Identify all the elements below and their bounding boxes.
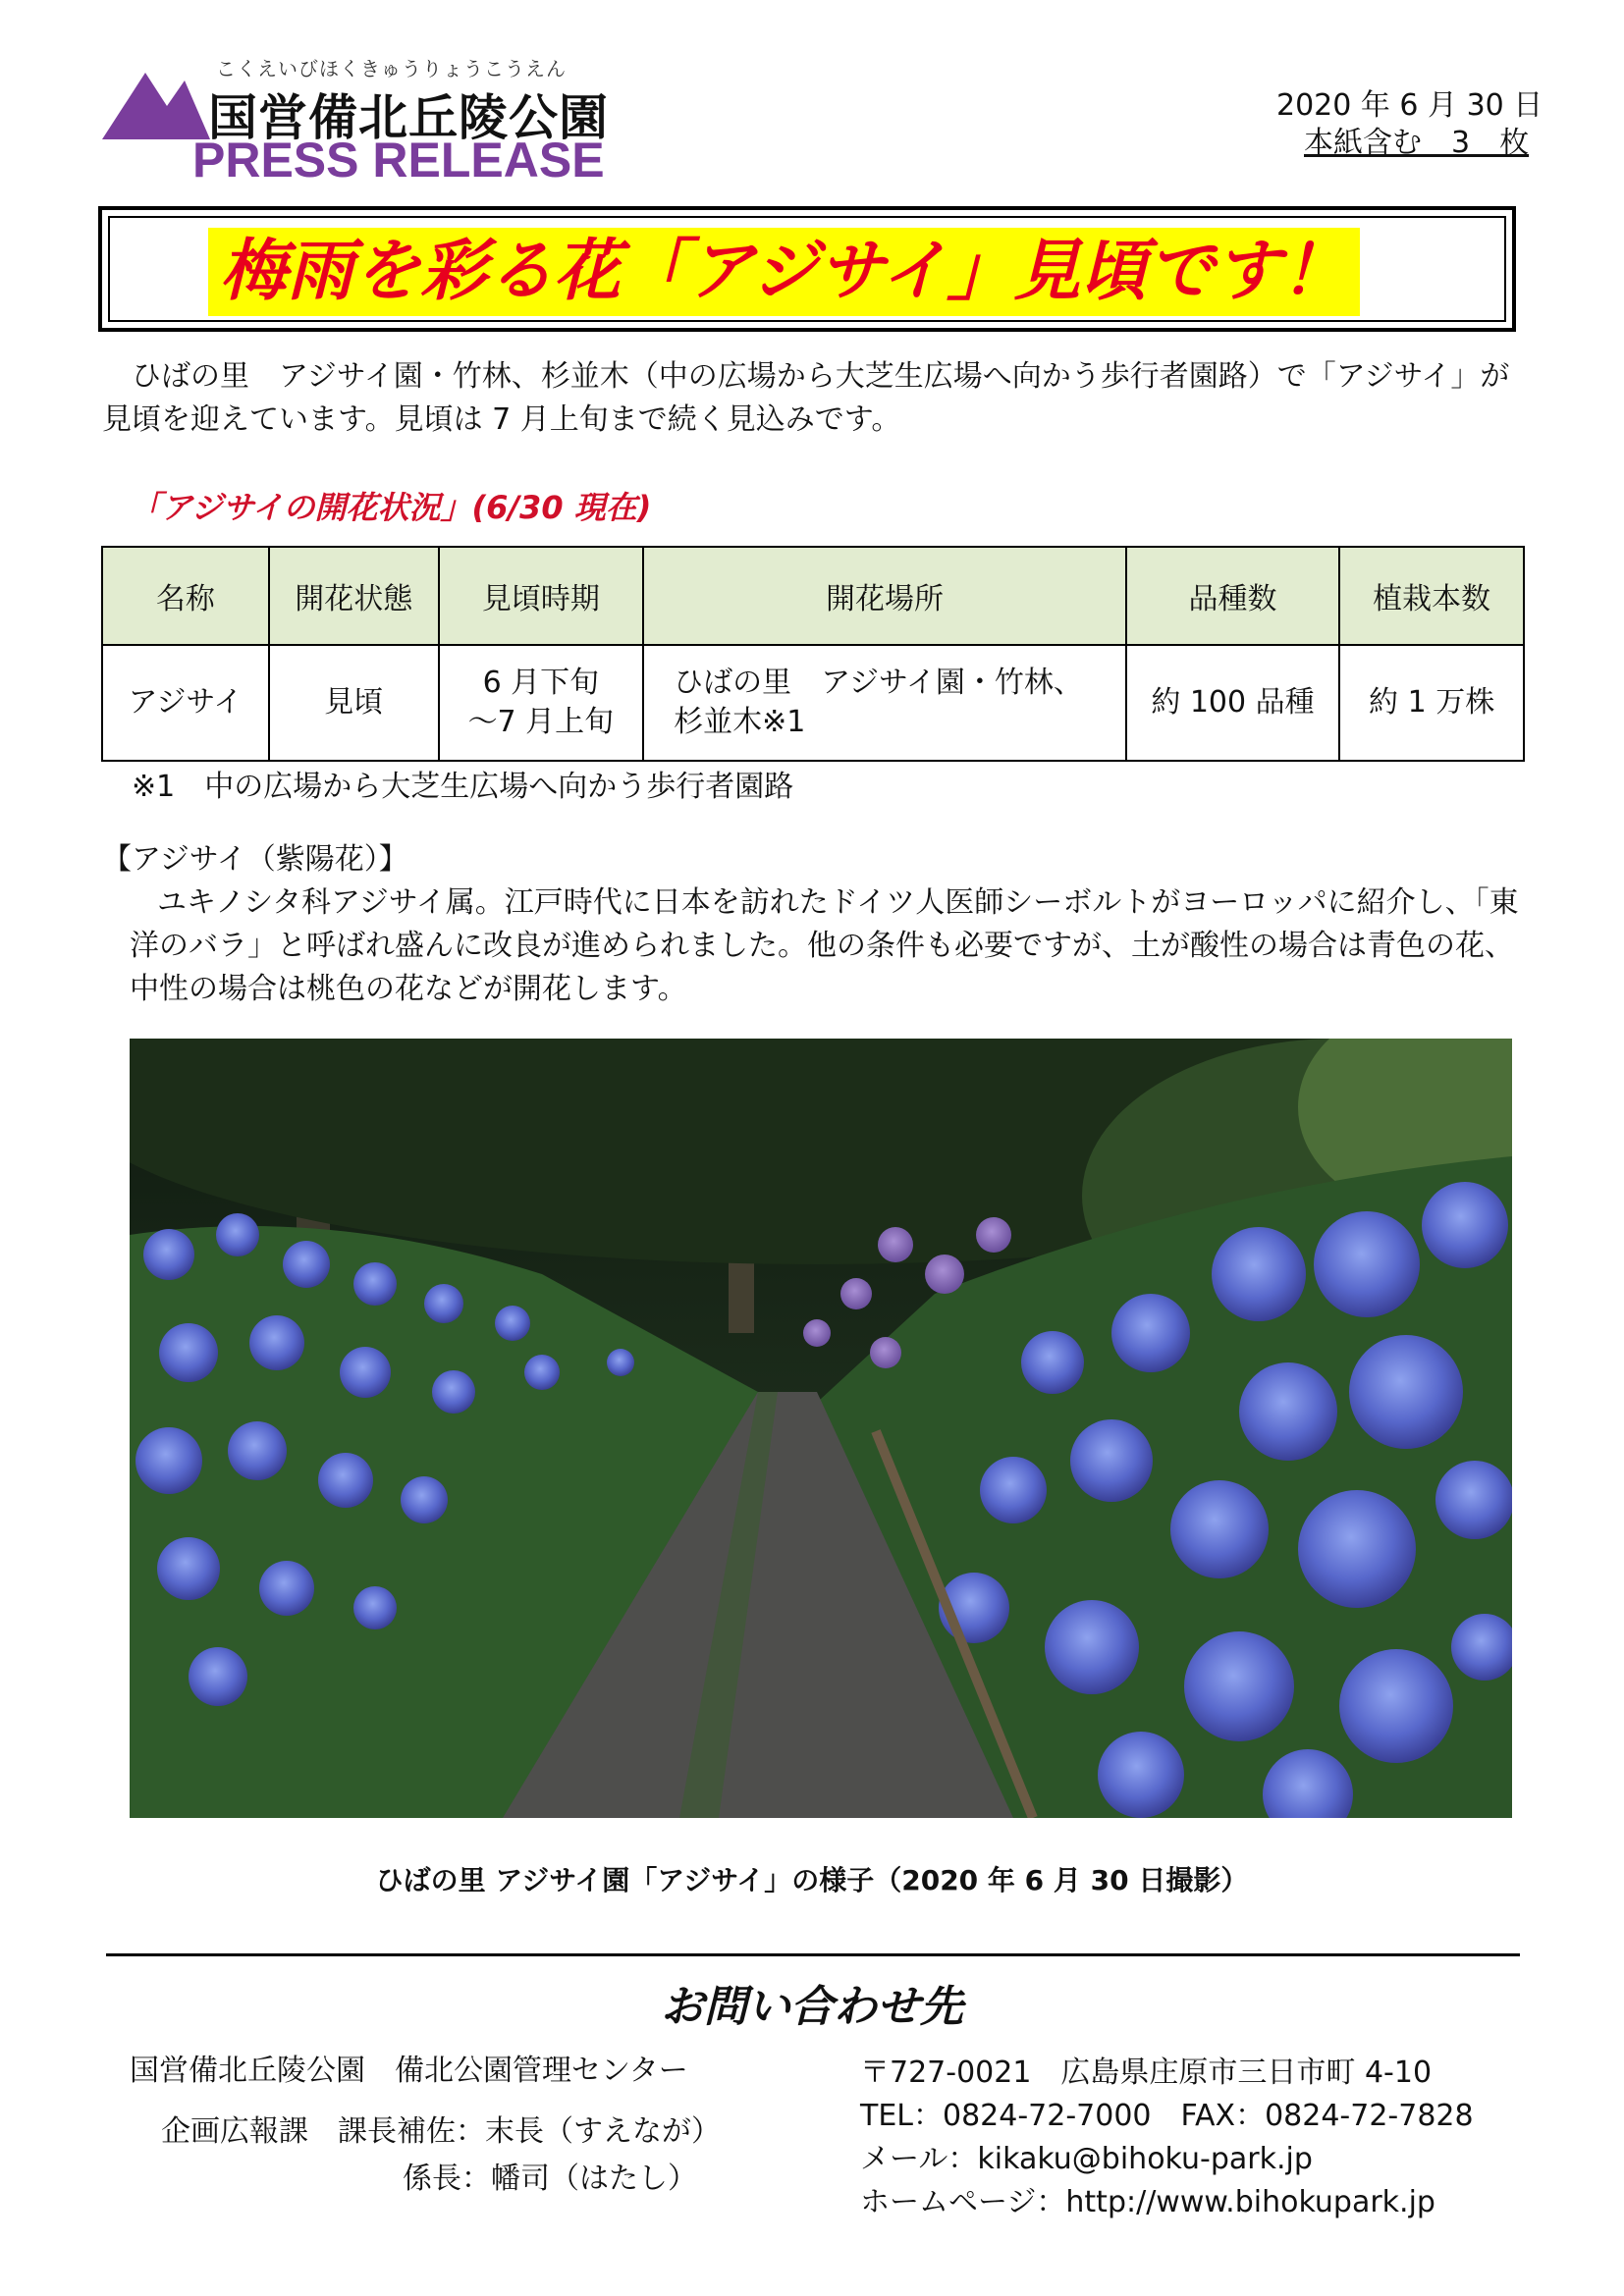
table-footnote: ※1 中の広場から大芝生広場へ向かう歩行者園路: [132, 770, 794, 804]
intro-text: ひばの里 アジサイ園・竹林、杉並木（中の広場から大芝生広場へ向かう歩行者園路）で「アジサイ」が見頃を迎えています。見頃は 7 月上旬まで続く見込みです。: [102, 359, 1510, 437]
intro-paragraph: [102, 355, 1526, 442]
contact-website-label: ホームページ：: [860, 2185, 1066, 2219]
photo-caption: ひばの里 アジサイ園「アジサイ」の様子（2020 年 6 月 30 日撮影）: [375, 1864, 1249, 1896]
description-heading: 【アジサイ（紫陽花）】: [102, 842, 408, 877]
table-header-cell: 開花状態: [269, 547, 439, 645]
bloom-status-heading: 「アジサイの開花状況」(6/30 現在): [130, 489, 652, 526]
table-header-cell: 品種数: [1126, 547, 1339, 645]
cell-count: 約 1 万株: [1339, 645, 1524, 761]
contact-email-link[interactable]: kikaku@bihoku-park.jp: [977, 2142, 1313, 2176]
table-header-cell: 開花場所: [643, 547, 1126, 645]
logo-ruby-text: こくえいびほくきゅうりょうこうえん: [216, 57, 567, 80]
cell-period: [439, 645, 644, 761]
table-header-cell: 見頃時期: [439, 547, 644, 645]
contact-email-line: [860, 2134, 1313, 2177]
bloom-status-table: [101, 546, 1525, 762]
table-header-cell: 植栽本数: [1339, 547, 1524, 645]
logo-park-name: 国営備北丘陵公園: [208, 89, 609, 146]
cell-period-line1: 6 月下旬: [482, 666, 600, 700]
release-date: 2020 年 6 月 30 日: [1276, 88, 1543, 123]
cell-place: [643, 645, 1126, 761]
page-count: 本紙含む 3 枚: [1304, 126, 1530, 160]
hydrangea-path-photo: [130, 1039, 1512, 1818]
contact-heading: お問い合わせ先: [661, 1982, 963, 2032]
contact-email-label: メール：: [860, 2142, 978, 2176]
contact-organization: 国営備北丘陵公園 備北公園管理センター: [130, 2054, 688, 2088]
park-logo-mountain-icon: [102, 63, 210, 141]
cell-varieties: 約 100 品種: [1126, 645, 1339, 761]
page-title: 梅雨を彩る花「アジサイ」見頃です！: [208, 228, 1360, 316]
cell-place-line1: ひばの里 アジサイ園・竹林、: [674, 666, 1083, 700]
cell-name: アジサイ: [102, 645, 269, 761]
contact-department: 企画広報課 課長補佐：末長（すえなが）: [161, 2114, 721, 2149]
contact-staff: 係長：幡司（はたし）: [403, 2162, 697, 2196]
contact-phone-fax: TEL：0824-72-7000 FAX：0824-72-7828: [860, 2099, 1474, 2133]
table-row: [102, 645, 1524, 761]
contact-divider: [106, 1953, 1520, 1956]
hydrangea-description: [102, 838, 1530, 1011]
cell-place-line2: 杉並木※1: [674, 705, 806, 739]
table-header-cell: 名称: [102, 547, 269, 645]
table-header-row: [102, 547, 1524, 645]
contact-website-link[interactable]: http://www.bihokupark.jp: [1065, 2185, 1435, 2219]
contact-website-line: [860, 2177, 1435, 2220]
description-body: ユキノシタ科アジサイ属。江戸時代に日本を訪れたドイツ人医師シーボルトがヨーロッパに紹介し、「東洋のバラ」と呼ばれ盛んに改良が進められました。他の条件も必要ですが、土が酸性の場合は青色の花、中性の場合は桃色の花などが開花します。: [130, 885, 1519, 1006]
hydrangea-photo-illustration: [130, 1039, 1512, 1818]
press-release-label: PRESS RELEASE: [192, 133, 605, 187]
cell-period-line2: ～7 月上旬: [467, 705, 615, 739]
contact-postal-address: 〒727-0021 広島県庄原市三日市町 4-10: [860, 2056, 1433, 2090]
cell-status: 見頃: [269, 645, 439, 761]
